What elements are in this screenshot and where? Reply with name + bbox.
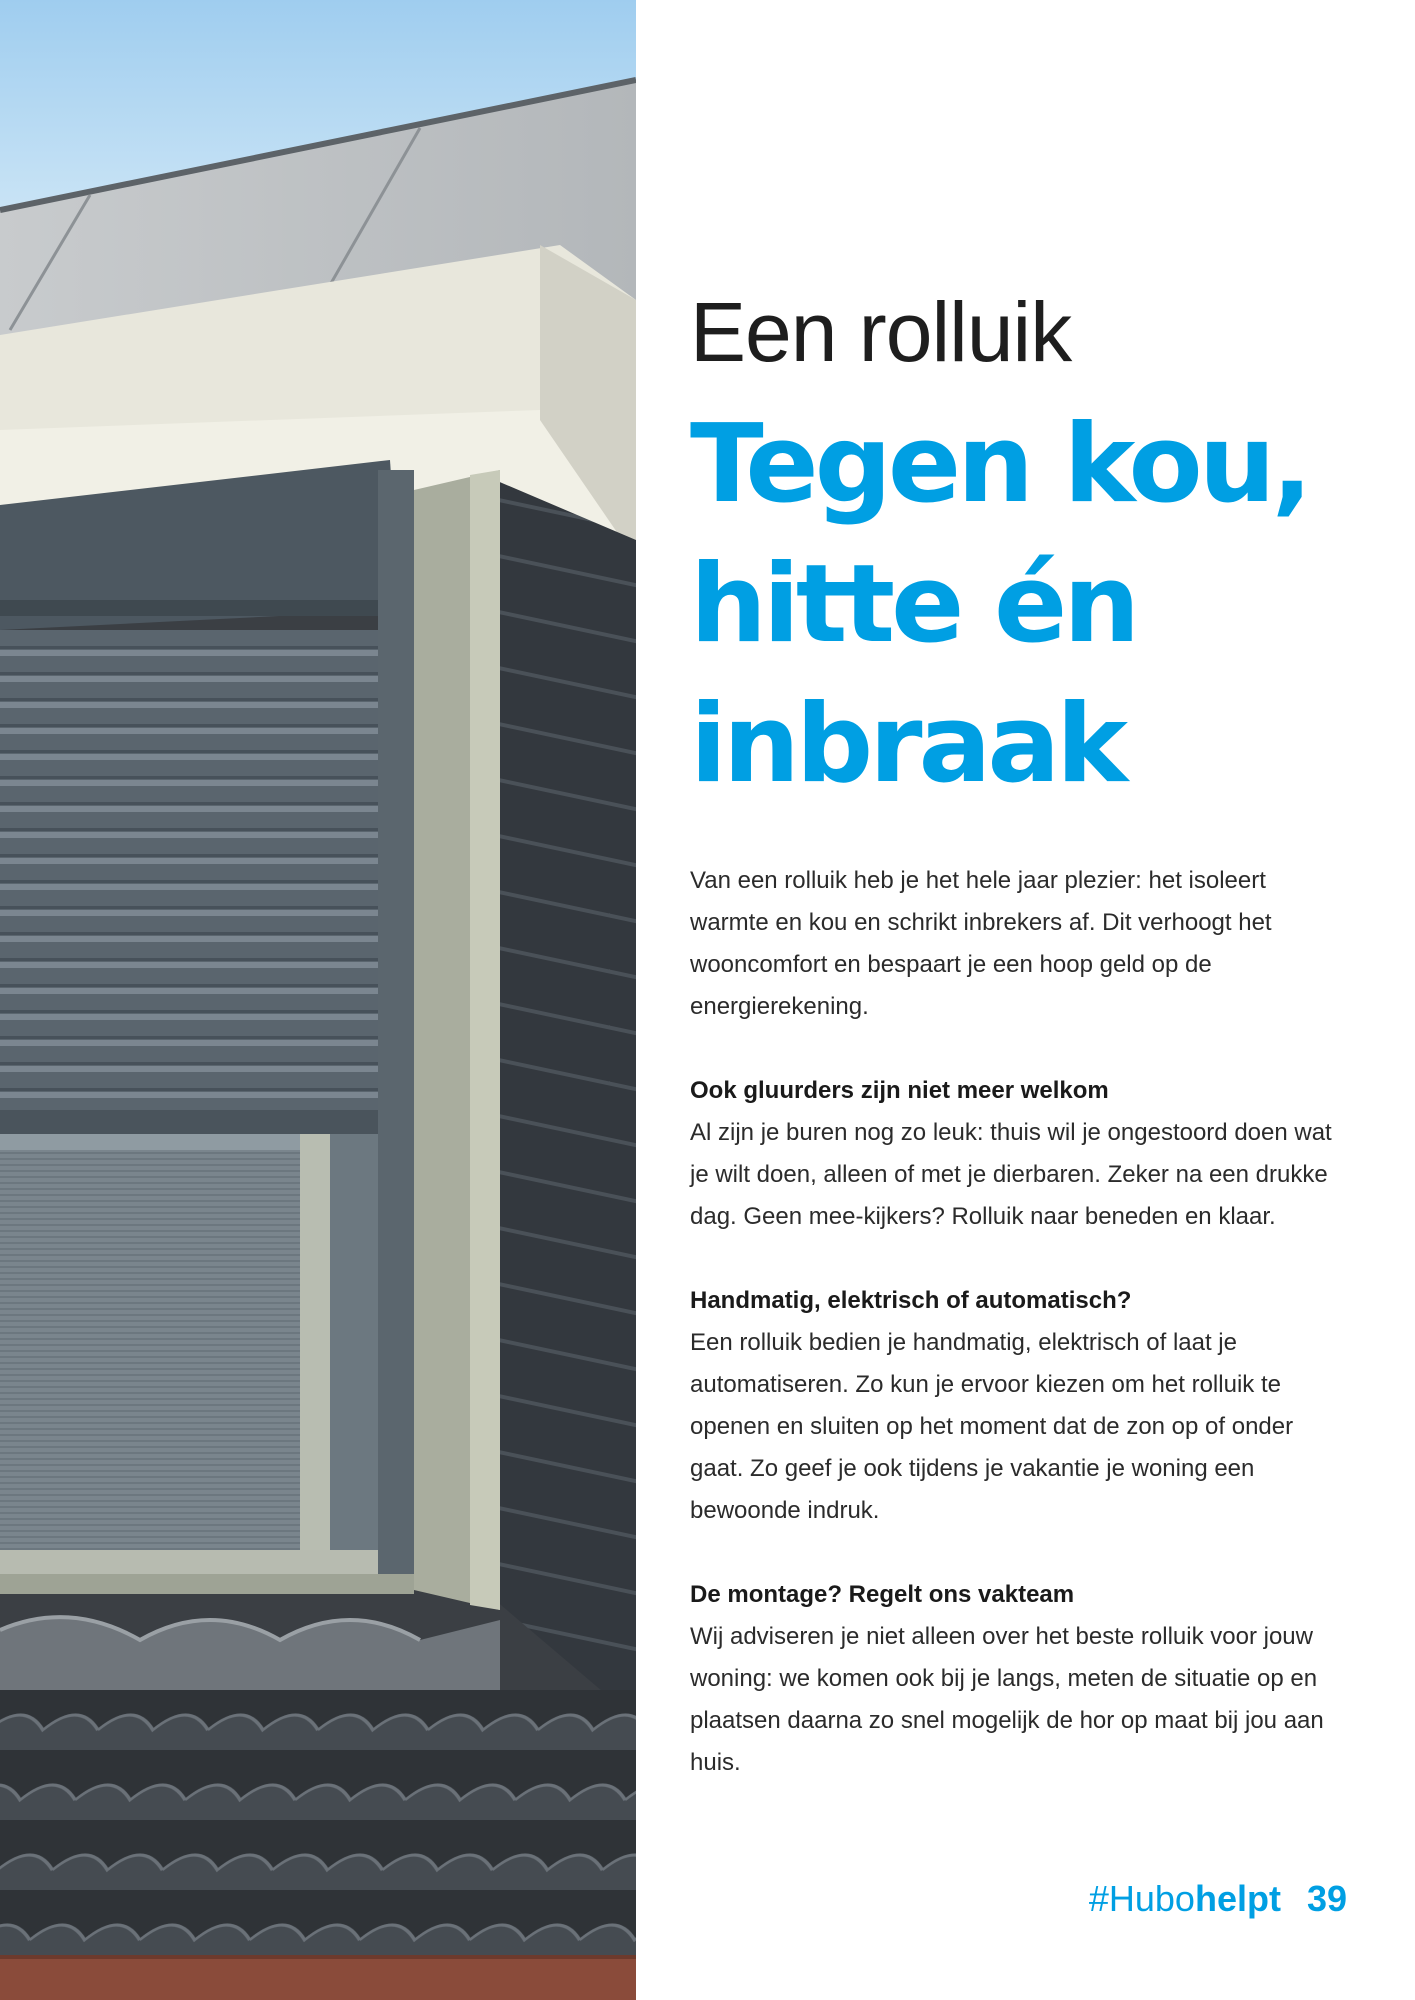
section-heading: De montage? Regelt ons vakteam xyxy=(690,1581,1075,1608)
section-text: Al zijn je buren nog zo leuk: thuis wil je ongestoord doen wat je wilt doen, alleen of met je dierbaren. Zeker na een drukke dag. Geen mee-kijkers? Rolluik naar beneden en klaar. xyxy=(690,1119,1332,1230)
section-text: Wij adviseren je niet alleen over het beste rolluik voor jouw woning: we komen ook bij je langs, meten de situatie op en plaatsen daarna zo snel mogelijk de hor op maat bij jou aan huis. xyxy=(690,1623,1324,1776)
headline-line: Tegen kou, xyxy=(690,402,1309,527)
headline-line: inbraak xyxy=(690,682,1125,807)
hashtag-brand: #Hubo xyxy=(1088,1878,1195,1919)
page-number: 39 xyxy=(1306,1878,1347,1919)
article-body xyxy=(690,860,1350,1784)
section-text: Een rolluik bedien je handmatig, elektrisch of laat je automatiseren. Zo kun je ervoor kiezen om het rolluik te openen en sluiten op het moment dat de zon op of onder gaat. Zo geef je ook tijdens je vakantie je woning een bewoonde indruk. xyxy=(690,1329,1294,1524)
section-heading: Ook gluurders zijn niet meer welkom xyxy=(690,1077,1109,1104)
section-heading: Handmatig, elektrisch of automatisch? xyxy=(690,1287,1132,1314)
intro-paragraph: Van een rolluik heb je het hele jaar plezier: het isoleert warmte en kou en schrikt inbrekers af. Dit verhoogt het wooncomfort en bespaart je een hoop geld op de energierekening. xyxy=(690,867,1272,1020)
section-gluurders xyxy=(690,1070,1350,1238)
article-headline xyxy=(690,395,1350,815)
hashtag-helpt: helpt xyxy=(1194,1878,1281,1919)
page-footer xyxy=(1089,1878,1347,1920)
dormer-roller-shutter-photo xyxy=(0,0,636,2000)
section-bediening xyxy=(690,1280,1350,1532)
headline-line: hitte én xyxy=(690,542,1137,667)
section-montage xyxy=(690,1574,1350,1784)
article-kicker: Een rolluik xyxy=(690,285,1072,379)
